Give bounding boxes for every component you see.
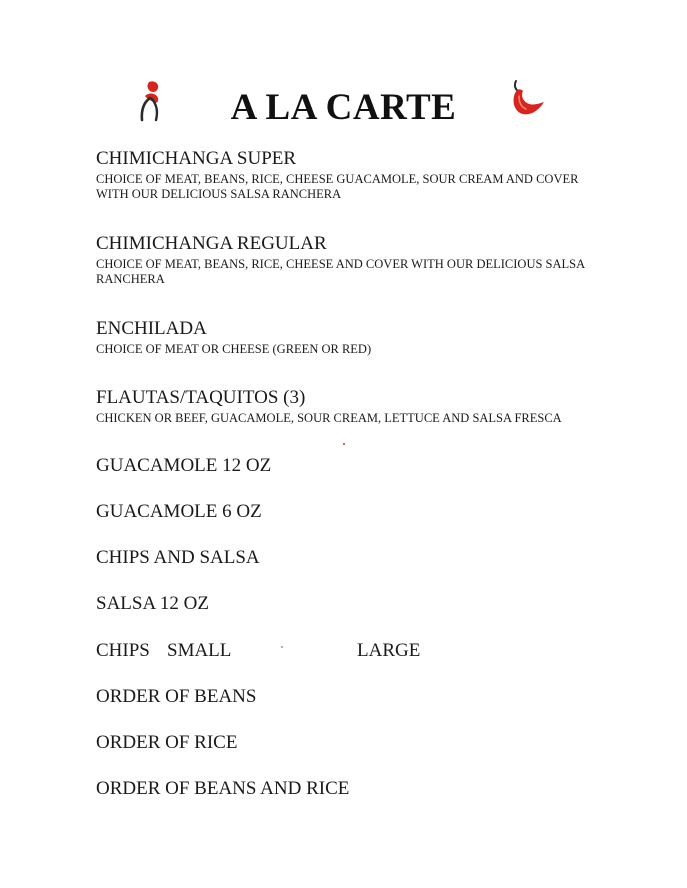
menu-item-chips-and-salsa: CHIPS AND SALSA (96, 547, 260, 568)
menu-item-order-of-beans: ORDER OF BEANS (96, 686, 257, 707)
menu-item-chips: CHIPS (96, 640, 150, 661)
chips-size-large: LARGE (357, 640, 421, 661)
menu-item-order-of-beans-and-rice: ORDER OF BEANS AND RICE (96, 778, 350, 799)
menu-item-description: CHOICE OF MEAT, BEANS, RICE, CHEESE GUACAMOLE, SOUR CREAM AND COVER WITH OUR DELICIOUS SALSA RANCHERA (96, 172, 579, 201)
scan-speck (281, 646, 283, 648)
chili-pepper-icon (508, 78, 548, 122)
menu-item-flautas-taquitos: FLAUTAS/TAQUITOS (3) (96, 387, 306, 408)
menu-item-guacamole-6oz: GUACAMOLE 6 OZ (96, 501, 262, 522)
menu-item-salsa-12oz: SALSA 12 OZ (96, 593, 209, 614)
scan-speck (343, 443, 345, 445)
menu-item-enchilada: ENCHILADA (96, 318, 207, 339)
menu-item-description: CHOICE OF MEAT OR CHEESE (GREEN OR RED) (96, 342, 372, 356)
menu-item-chimichanga-regular: CHIMICHANGA REGULAR (96, 233, 327, 254)
menu-item-chimichanga-super: CHIMICHANGA SUPER (96, 148, 297, 169)
page-title: A LA CARTE (230, 87, 457, 128)
chips-size-small: SMALL (167, 640, 232, 661)
menu-item-guacamole-12oz: GUACAMOLE 12 OZ (96, 455, 272, 476)
menu-item-description: CHICKEN OR BEEF, GUACAMOLE, SOUR CREAM, LETTUCE AND SALSA FRESCA (96, 411, 562, 425)
menu-item-description: CHOICE OF MEAT, BEANS, RICE, CHEESE AND COVER WITH OUR DELICIOUS SALSA RANCHERA (96, 257, 585, 286)
menu-item-order-of-rice: ORDER OF RICE (96, 732, 238, 753)
